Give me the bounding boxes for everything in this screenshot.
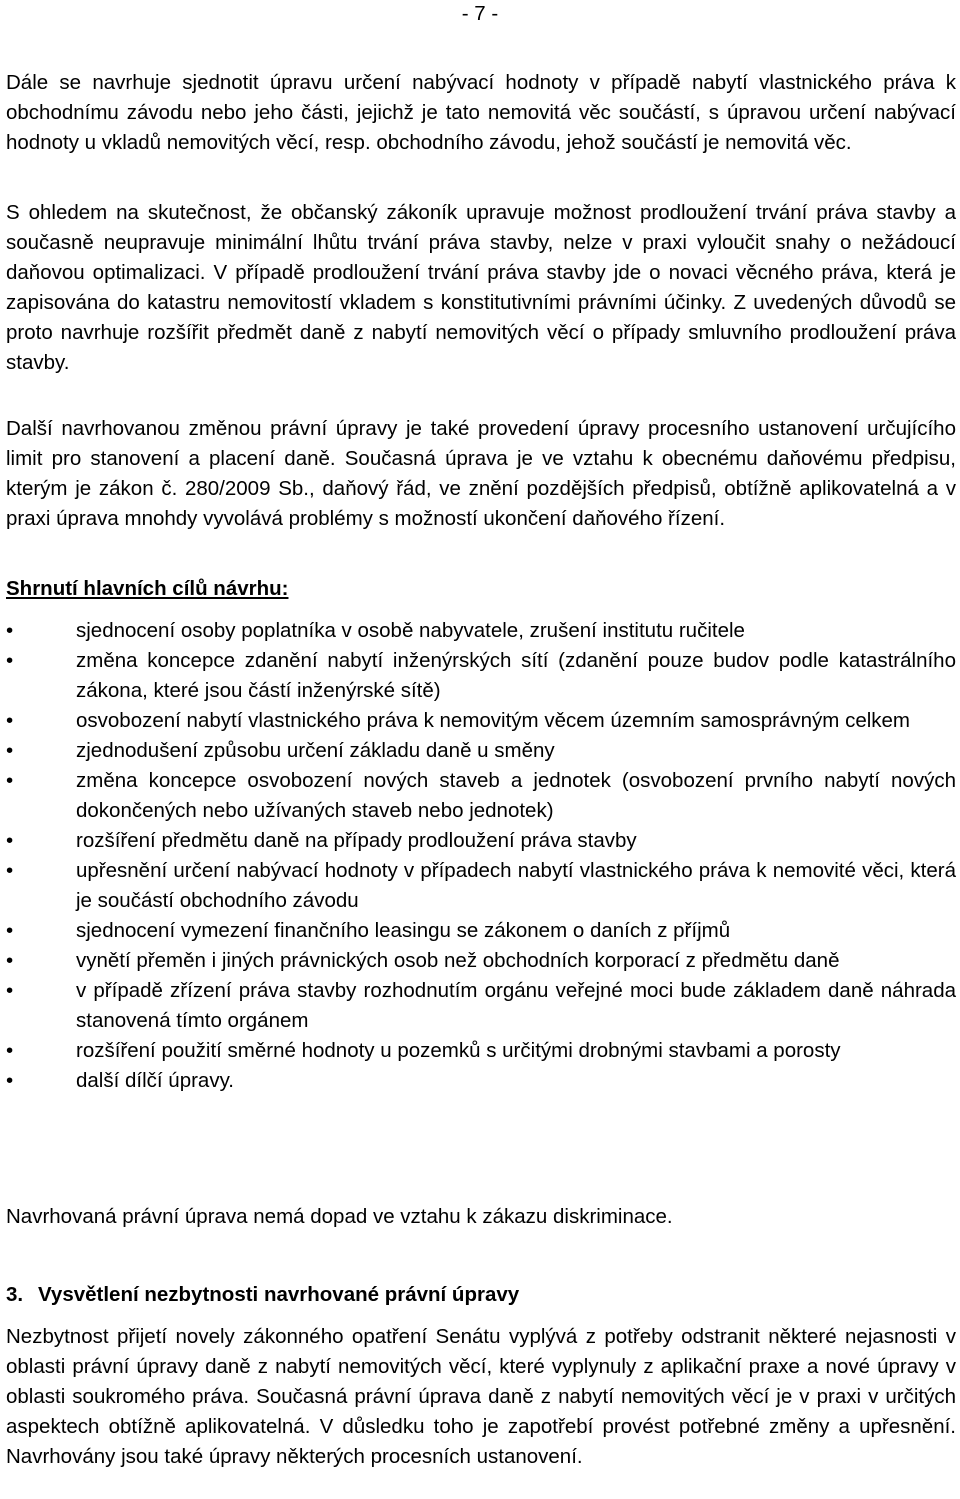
list-item: • v případě zřízení práva stavby rozhodnutím orgánu veřejné moci bude základem daně náhrada stanovená tímto orgánem: [6, 976, 956, 1036]
list-item: • vynětí přeměn i jiných právnických osob než obchodních korporací z předmětu daně: [6, 946, 956, 976]
list-item: • sjednocení osoby poplatníka v osobě nabyvatele, zrušení institutu ručitele: [6, 616, 956, 646]
paragraph-building-right: S ohledem na skutečnost, že občanský zákoník upravuje možnost prodloužení trvání práva stavby a současně neupravuje minimální lhůtu trvání práva stavby, nelze v praxi vyloučit snahy o nežádoucí daňovou optimalizaci. V případě prodloužení trvání práva stavby jde o novaci věcného práva, která je zapisována do katastru nemovitostí vkladem s konstitutivními právními účinky. Z uvedených důvodů se proto navrhuje rozšířit předmět daně z nabytí nemovitých věcí o případy smluvního prodloužení práva stavby.: [6, 201, 956, 374]
list-item: • osvobození nabytí vlastnického práva k nemovitým věcem územním samosprávným celkem: [6, 706, 956, 736]
section-number: 3.: [6, 1283, 24, 1306]
summary-heading: Shrnutí hlavních cílů návrhu:: [6, 577, 289, 600]
bullet-icon: •: [6, 1039, 14, 1062]
list-item: • rozšíření předmětu daně na případy prodloužení práva stavby: [6, 826, 956, 856]
list-item: • změna koncepce osvobození nových staveb a jednotek (osvobození prvního nabytí nových dokončených nebo užívaných staveb nebo jednotek): [6, 766, 956, 826]
bullet-icon: •: [6, 769, 14, 792]
list-item: • upřesnění určení nabývací hodnoty v případech nabytí vlastnického práva k nemovité věci, která je součástí obchodního závodu: [6, 856, 956, 916]
bullet-icon: •: [6, 979, 14, 1002]
paragraph-discrimination: Navrhovaná právní úprava nemá dopad ve vztahu k zákazu diskriminace.: [6, 1205, 673, 1228]
list-item: • zjednodušení způsobu určení základu daně u směny: [6, 736, 956, 766]
list-item: • další dílčí úpravy.: [6, 1066, 956, 1096]
bullet-icon: •: [6, 919, 14, 942]
bullet-icon: •: [6, 649, 14, 672]
bullet-icon: •: [6, 829, 14, 852]
page-number: - 7 -: [461, 2, 499, 25]
summary-goals-list: [6, 616, 956, 1096]
bullet-icon: •: [6, 859, 14, 882]
list-item: • změna koncepce zdanění nabytí inženýrských sítí (zdanění pouze budov podle katastrálního zákona, které jsou částí inženýrské sítě): [6, 646, 956, 706]
section-title: Vysvětlení nezbytnosti navrhované právní úpravy: [38, 1283, 520, 1306]
bullet-icon: •: [6, 619, 14, 642]
bullet-icon: •: [6, 949, 14, 972]
bullet-icon: •: [6, 709, 14, 732]
paragraph-necessity: Nezbytnost přijetí novely zákonného opatření Senátu vyplývá z potřeby odstranit některé nejasnosti v oblasti právní úpravy daně z nabytí nemovitých věcí, které vyplynuly z aplikační praxe a nové úpravy v oblasti soukromého práva. Současná právní úprava daně z nabytí nemovitých věcí je v praxi v určitých aspektech obtížně aplikovatelná. V důsledku toho je zapotřebí provést potřebné změny a upřesnění. Navrhovány jsou také úpravy některých procesních ustanovení.: [6, 1325, 956, 1468]
section-heading: [6, 1280, 519, 1310]
paragraph-procedural-change: Další navrhovanou změnou právní úpravy je také provedení úpravy procesního ustanovení určujícího limit pro stanovení a placení daně. Současná úprava je ve vztahu k obecnému daňovému předpisu, kterým je zákon č. 280/2009 Sb., daňový řád, ve znění pozdějších předpisů, obtížně aplikovatelná a v praxi úprava mnohdy vyvolává problémy s možností ukončení daňového řízení.: [6, 417, 956, 530]
bullet-icon: •: [6, 739, 14, 762]
bullet-icon: •: [6, 1069, 14, 1092]
paragraph-acquisition-value: Dále se navrhuje sjednotit úpravu určení nabývací hodnoty v případě nabytí vlastnického práva k obchodnímu závodu nebo jeho části, jejichž je tato nemovitá věc součástí, s úpravou určení nabývací hodnoty u vkladů nemovitých věcí, resp. obchodního závodu, jehož součástí je nemovitá věc.: [6, 71, 956, 154]
list-item: • rozšíření použití směrné hodnoty u pozemků s určitými drobnými stavbami a porosty: [6, 1036, 956, 1066]
list-item: • sjednocení vymezení finančního leasingu se zákonem o daních z příjmů: [6, 916, 956, 946]
